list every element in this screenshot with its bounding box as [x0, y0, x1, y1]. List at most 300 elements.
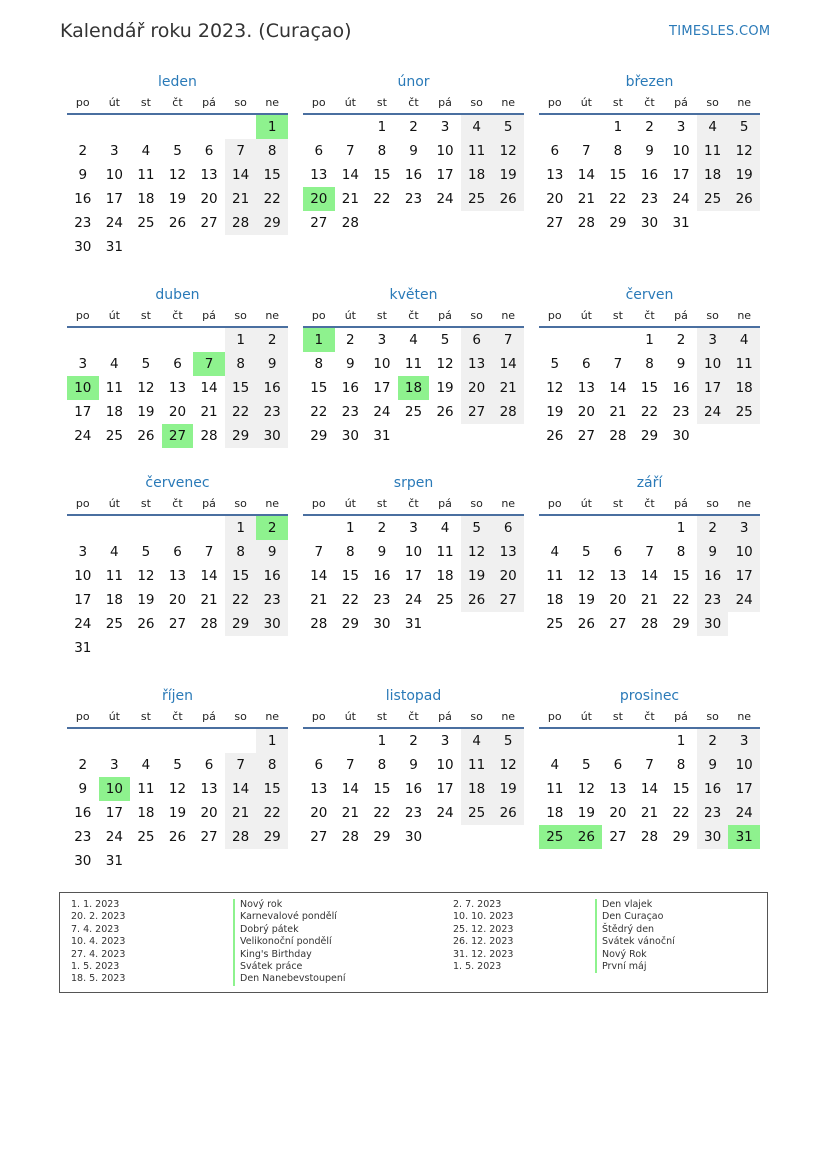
day-cell: 10 [99, 777, 131, 801]
day-cell: 10 [728, 540, 760, 564]
day-grid [539, 115, 760, 259]
day-cell: 12 [461, 540, 493, 564]
holiday-date: 10. 10. 2023 [453, 911, 514, 923]
day-grid [303, 328, 524, 472]
day-cell: 9 [78, 167, 88, 183]
weekday-label: čt [408, 309, 419, 322]
weekday-label: st [612, 710, 623, 723]
weekday-label: pá [202, 96, 216, 109]
day-cell: 5 [173, 143, 182, 159]
weekday-label: ne [501, 497, 516, 510]
day-cell: 25 [137, 829, 155, 845]
weekday-label: pá [202, 497, 216, 510]
weekday-header [303, 97, 524, 115]
day-cell: 30 [404, 829, 423, 845]
weekday-label: ne [737, 497, 752, 510]
weekday-label: ne [501, 710, 516, 723]
weekday-label: čt [644, 309, 655, 322]
day-cell: 26 [577, 616, 595, 632]
day-cell: 21 [640, 805, 659, 821]
weekday-label: so [234, 710, 247, 723]
day-cell: 8 [256, 139, 288, 163]
day-cell: 9 [697, 540, 729, 564]
day-cell: 24 [436, 805, 454, 821]
day-cell: 30 [672, 428, 690, 444]
day-cell: 5 [440, 332, 450, 348]
holiday-date: 25. 12. 2023 [453, 923, 514, 935]
day-cell: 13 [168, 568, 187, 584]
page-title: Kalendář roku 2023. (Curaçao) [60, 20, 352, 42]
weekday-label: čt [172, 309, 183, 322]
day-cell: 27 [609, 829, 627, 845]
day-cell: 5 [492, 115, 524, 139]
day-cell: 16 [404, 167, 423, 183]
day-cell: 9 [409, 757, 418, 773]
day-cell: 30 [74, 853, 92, 869]
day-cell: 14 [341, 781, 359, 797]
day-cell: 27 [461, 400, 493, 424]
day-cell: 31 [373, 428, 391, 444]
day-cell: 7 [645, 544, 654, 560]
day-cell: 20 [168, 592, 187, 608]
weekday-header [539, 97, 760, 115]
day-cell: 1 [613, 119, 623, 135]
day-cell: 28 [640, 829, 659, 845]
day-cell: 4 [461, 115, 493, 139]
day-cell: 27 [546, 215, 564, 231]
day-cell: 17 [404, 568, 423, 584]
day-cell: 16 [256, 376, 288, 400]
day-cell: 3 [78, 544, 88, 560]
day-cell: 23 [404, 805, 423, 821]
day-cell: 29 [341, 616, 359, 632]
day-cell: 22 [373, 805, 391, 821]
day-cell: 31 [728, 825, 760, 849]
day-cell: 6 [582, 356, 591, 372]
day-cell: 26 [546, 428, 564, 444]
day-cell: 17 [436, 781, 454, 797]
weekday-label: so [470, 96, 483, 109]
day-cell: 9 [676, 356, 686, 372]
weekday-label: út [344, 497, 356, 510]
day-cell: 13 [609, 568, 627, 584]
holiday-dates-left [71, 899, 125, 986]
weekday-header [67, 310, 288, 328]
weekday-label: ne [265, 497, 280, 510]
day-cell: 3 [697, 328, 729, 352]
day-cell: 14 [341, 167, 359, 183]
holiday-date: 10. 4. 2023 [71, 936, 126, 948]
day-cell: 20 [577, 404, 595, 420]
day-cell: 23 [697, 801, 729, 825]
weekday-label: pá [438, 309, 452, 322]
day-cell: 6 [173, 356, 182, 372]
day-cell: 10 [404, 544, 423, 560]
day-cell: 24 [672, 191, 690, 207]
day-cell: 29 [225, 424, 257, 448]
day-grid [303, 516, 524, 660]
day-cell: 30 [373, 616, 391, 632]
weekday-label: čt [644, 497, 655, 510]
day-cell: 24 [105, 215, 123, 231]
day-cell: 30 [74, 239, 92, 255]
day-cell: 19 [168, 805, 187, 821]
day-cell: 4 [461, 729, 493, 753]
day-cell: 24 [105, 829, 123, 845]
day-cell: 29 [609, 215, 627, 231]
day-cell: 24 [74, 616, 92, 632]
day-cell: 4 [141, 757, 151, 773]
weekday-label: út [108, 710, 120, 723]
weekday-label: st [612, 309, 623, 322]
day-cell: 30 [256, 612, 288, 636]
weekday-label: st [376, 497, 387, 510]
day-cell: 26 [461, 588, 493, 612]
day-cell: 21 [200, 592, 218, 608]
day-cell: 1 [256, 115, 288, 139]
day-cell: 6 [492, 516, 524, 540]
day-cell: 28 [225, 211, 257, 235]
weekday-label: st [376, 309, 387, 322]
day-cell: 28 [341, 829, 359, 845]
day-cell: 29 [373, 829, 391, 845]
day-cell: 21 [341, 191, 359, 207]
weekday-label: čt [408, 497, 419, 510]
day-cell: 23 [672, 404, 690, 420]
weekday-label: út [344, 710, 356, 723]
day-cell: 16 [74, 805, 92, 821]
day-cell: 26 [137, 428, 155, 444]
day-cell: 21 [640, 592, 659, 608]
day-cell: 27 [162, 424, 194, 448]
holiday-names-right [595, 899, 675, 973]
day-cell: 10 [105, 167, 123, 183]
weekday-header [303, 711, 524, 729]
month-name: listopad [385, 688, 442, 704]
day-cell: 8 [377, 143, 387, 159]
day-cell: 19 [577, 592, 595, 608]
day-cell: 1 [676, 520, 686, 536]
weekday-label: pá [438, 497, 452, 510]
day-cell: 5 [173, 757, 182, 773]
day-cell: 15 [310, 380, 328, 396]
weekday-label: ne [265, 309, 280, 322]
weekday-label: so [706, 309, 719, 322]
day-cell: 31 [74, 640, 92, 656]
weekday-label: út [108, 497, 120, 510]
weekday-label: so [706, 497, 719, 510]
holiday-name: Den vlajek [602, 899, 653, 910]
day-cell: 8 [676, 757, 686, 773]
holiday-date: 2. 7. 2023 [453, 899, 502, 910]
day-cell: 27 [168, 616, 187, 632]
weekday-label: pá [202, 309, 216, 322]
day-cell: 22 [341, 592, 359, 608]
holiday-date: 1. 1. 2023 [71, 899, 120, 910]
day-cell: 18 [546, 592, 564, 608]
day-cell: 2 [377, 520, 387, 536]
day-cell: 30 [697, 612, 729, 636]
day-cell: 28 [200, 428, 218, 444]
day-cell: 28 [577, 215, 595, 231]
holiday-name: Štědrý den [602, 923, 655, 935]
day-cell: 12 [577, 568, 595, 584]
holiday-name: Dobrý pátek [240, 923, 299, 935]
weekday-label: ne [265, 96, 280, 109]
day-grid [539, 516, 760, 660]
day-cell: 4 [141, 143, 151, 159]
day-cell: 10 [373, 356, 391, 372]
day-cell: 15 [640, 380, 659, 396]
holiday-name: Den Curaçao [602, 911, 664, 923]
day-cell: 25 [404, 404, 423, 420]
day-cell: 30 [640, 215, 659, 231]
day-cell: 16 [640, 167, 659, 183]
day-cell: 25 [436, 592, 454, 608]
day-cell: 18 [398, 376, 430, 400]
weekday-label: čt [172, 710, 183, 723]
day-cell: 13 [200, 167, 218, 183]
weekday-label: út [580, 309, 592, 322]
weekday-label: po [311, 309, 326, 322]
day-cell: 30 [256, 424, 288, 448]
day-cell: 15 [373, 167, 391, 183]
day-cell: 8 [346, 544, 355, 560]
site-link[interactable]: TIMESLES.COM [669, 24, 771, 39]
day-cell: 11 [697, 139, 729, 163]
weekday-label: st [140, 309, 151, 322]
day-cell: 20 [546, 191, 564, 207]
holiday-date: 27. 4. 2023 [71, 948, 126, 960]
day-cell: 2 [78, 757, 88, 773]
day-cell: 1 [377, 733, 387, 749]
weekday-label: út [108, 96, 120, 109]
day-cell: 15 [373, 781, 391, 797]
day-cell: 15 [225, 376, 257, 400]
day-cell: 25 [137, 215, 155, 231]
day-cell: 24 [728, 588, 760, 612]
day-cell: 3 [377, 332, 387, 348]
day-cell: 26 [436, 404, 454, 420]
holiday-name: Den Nanebevstoupení [240, 973, 346, 985]
weekday-label: ne [737, 96, 752, 109]
day-cell: 6 [173, 544, 182, 560]
day-cell: 26 [168, 215, 187, 231]
day-cell: 23 [640, 191, 659, 207]
day-cell: 9 [78, 781, 88, 797]
day-cell: 8 [225, 540, 257, 564]
day-cell: 23 [74, 215, 92, 231]
day-cell: 21 [225, 187, 257, 211]
weekday-label: út [580, 497, 592, 510]
day-cell: 8 [645, 356, 654, 372]
day-cell: 2 [409, 119, 418, 135]
day-cell: 28 [609, 428, 627, 444]
day-grid [303, 729, 524, 873]
day-cell: 12 [492, 753, 524, 777]
weekday-label: so [234, 96, 247, 109]
day-cell: 18 [436, 568, 454, 584]
day-cell: 3 [110, 757, 119, 773]
holiday-date: 1. 5. 2023 [453, 961, 502, 973]
weekday-label: út [580, 710, 592, 723]
day-cell: 17 [728, 777, 760, 801]
day-cell: 25 [728, 400, 760, 424]
day-cell: 8 [676, 544, 686, 560]
day-cell: 7 [193, 352, 225, 376]
holiday-name: Nový Rok [602, 948, 647, 960]
day-grid [67, 516, 288, 660]
day-cell: 29 [672, 829, 690, 845]
day-cell: 2 [697, 729, 729, 753]
day-cell: 19 [137, 404, 155, 420]
day-cell: 17 [74, 404, 92, 420]
day-cell: 11 [546, 568, 564, 584]
weekday-label: čt [408, 710, 419, 723]
holiday-name: Svátek vánoční [602, 936, 675, 948]
day-cell: 20 [609, 592, 627, 608]
day-cell: 22 [256, 187, 288, 211]
month-name: září [636, 475, 663, 491]
day-cell: 13 [492, 540, 524, 564]
weekday-label: pá [438, 96, 452, 109]
day-cell: 1 [225, 328, 257, 352]
day-cell: 25 [539, 825, 571, 849]
day-cell: 7 [225, 139, 257, 163]
weekday-label: st [612, 497, 623, 510]
month-name: květen [389, 287, 438, 303]
day-cell: 13 [168, 380, 187, 396]
day-cell: 19 [546, 404, 564, 420]
weekday-header [539, 310, 760, 328]
day-cell: 16 [404, 781, 423, 797]
day-cell: 5 [141, 356, 151, 372]
weekday-label: pá [674, 497, 688, 510]
day-cell: 20 [609, 805, 627, 821]
day-cell: 22 [373, 191, 391, 207]
weekday-header [67, 498, 288, 516]
day-cell: 17 [105, 191, 123, 207]
day-cell: 17 [436, 167, 454, 183]
day-cell: 9 [346, 356, 355, 372]
day-cell: 3 [676, 119, 686, 135]
holiday-name: Svátek práce [240, 961, 303, 973]
day-cell: 4 [728, 328, 760, 352]
weekday-label: so [706, 710, 719, 723]
day-cell: 4 [409, 332, 418, 348]
day-cell: 10 [74, 568, 92, 584]
holiday-date: 26. 12. 2023 [453, 936, 514, 948]
day-cell: 17 [373, 380, 391, 396]
day-cell: 23 [256, 588, 288, 612]
weekday-header [539, 711, 760, 729]
day-cell: 17 [728, 564, 760, 588]
day-cell: 21 [310, 592, 328, 608]
day-cell: 16 [697, 777, 729, 801]
day-cell: 23 [341, 404, 359, 420]
day-cell: 16 [373, 568, 391, 584]
day-cell: 12 [436, 356, 454, 372]
day-cell: 23 [373, 592, 391, 608]
day-cell: 28 [310, 616, 328, 632]
day-cell: 4 [110, 356, 119, 372]
weekday-label: ne [265, 710, 280, 723]
day-cell: 25 [697, 187, 729, 211]
day-cell: 15 [609, 167, 627, 183]
holiday-dates-right [453, 899, 513, 973]
day-cell: 23 [697, 588, 729, 612]
day-cell: 29 [640, 428, 659, 444]
holiday-date: 31. 12. 2023 [453, 948, 514, 960]
day-cell: 18 [105, 592, 123, 608]
day-cell: 2 [78, 143, 88, 159]
day-cell: 12 [728, 139, 760, 163]
day-cell: 19 [577, 805, 595, 821]
day-cell: 28 [640, 616, 659, 632]
day-cell: 26 [168, 829, 187, 845]
holiday-name: King's Birthday [240, 948, 312, 960]
day-cell: 17 [697, 376, 729, 400]
weekday-label: ne [737, 710, 752, 723]
day-cell: 15 [256, 777, 288, 801]
day-cell: 18 [697, 163, 729, 187]
day-cell: 14 [640, 568, 659, 584]
day-cell: 15 [341, 568, 359, 584]
day-grid [67, 115, 288, 259]
day-cell: 3 [409, 520, 418, 536]
day-cell: 10 [67, 376, 99, 400]
day-cell: 24 [373, 404, 391, 420]
day-cell: 21 [200, 404, 218, 420]
day-cell: 12 [546, 380, 564, 396]
weekday-label: čt [644, 96, 655, 109]
day-cell: 1 [256, 729, 288, 753]
holiday-date: 7. 4. 2023 [71, 923, 120, 935]
day-cell: 15 [672, 781, 690, 797]
weekday-label: po [75, 497, 90, 510]
day-cell: 9 [256, 352, 288, 376]
day-cell: 22 [225, 588, 257, 612]
day-cell: 24 [436, 191, 454, 207]
day-cell: 15 [225, 564, 257, 588]
weekday-label: po [547, 96, 562, 109]
day-cell: 26 [728, 187, 760, 211]
day-cell: 7 [346, 757, 355, 773]
weekday-header [67, 711, 288, 729]
weekday-header [303, 498, 524, 516]
day-cell: 22 [609, 191, 627, 207]
day-cell: 27 [577, 428, 595, 444]
day-cell: 7 [613, 356, 623, 372]
day-cell: 13 [200, 781, 218, 797]
day-cell: 19 [168, 191, 187, 207]
day-cell: 7 [314, 544, 324, 560]
day-cell: 13 [310, 781, 328, 797]
day-cell: 5 [461, 516, 493, 540]
day-cell: 31 [105, 853, 123, 869]
day-cell: 28 [341, 215, 359, 231]
day-cell: 16 [672, 380, 690, 396]
day-cell: 3 [728, 516, 760, 540]
day-cell: 14 [640, 781, 659, 797]
day-cell: 7 [492, 328, 524, 352]
day-cell: 6 [550, 143, 560, 159]
day-cell: 31 [672, 215, 690, 231]
day-cell: 1 [645, 332, 654, 348]
day-cell: 6 [613, 544, 623, 560]
day-cell: 11 [461, 139, 493, 163]
day-cell: 1 [303, 328, 335, 352]
